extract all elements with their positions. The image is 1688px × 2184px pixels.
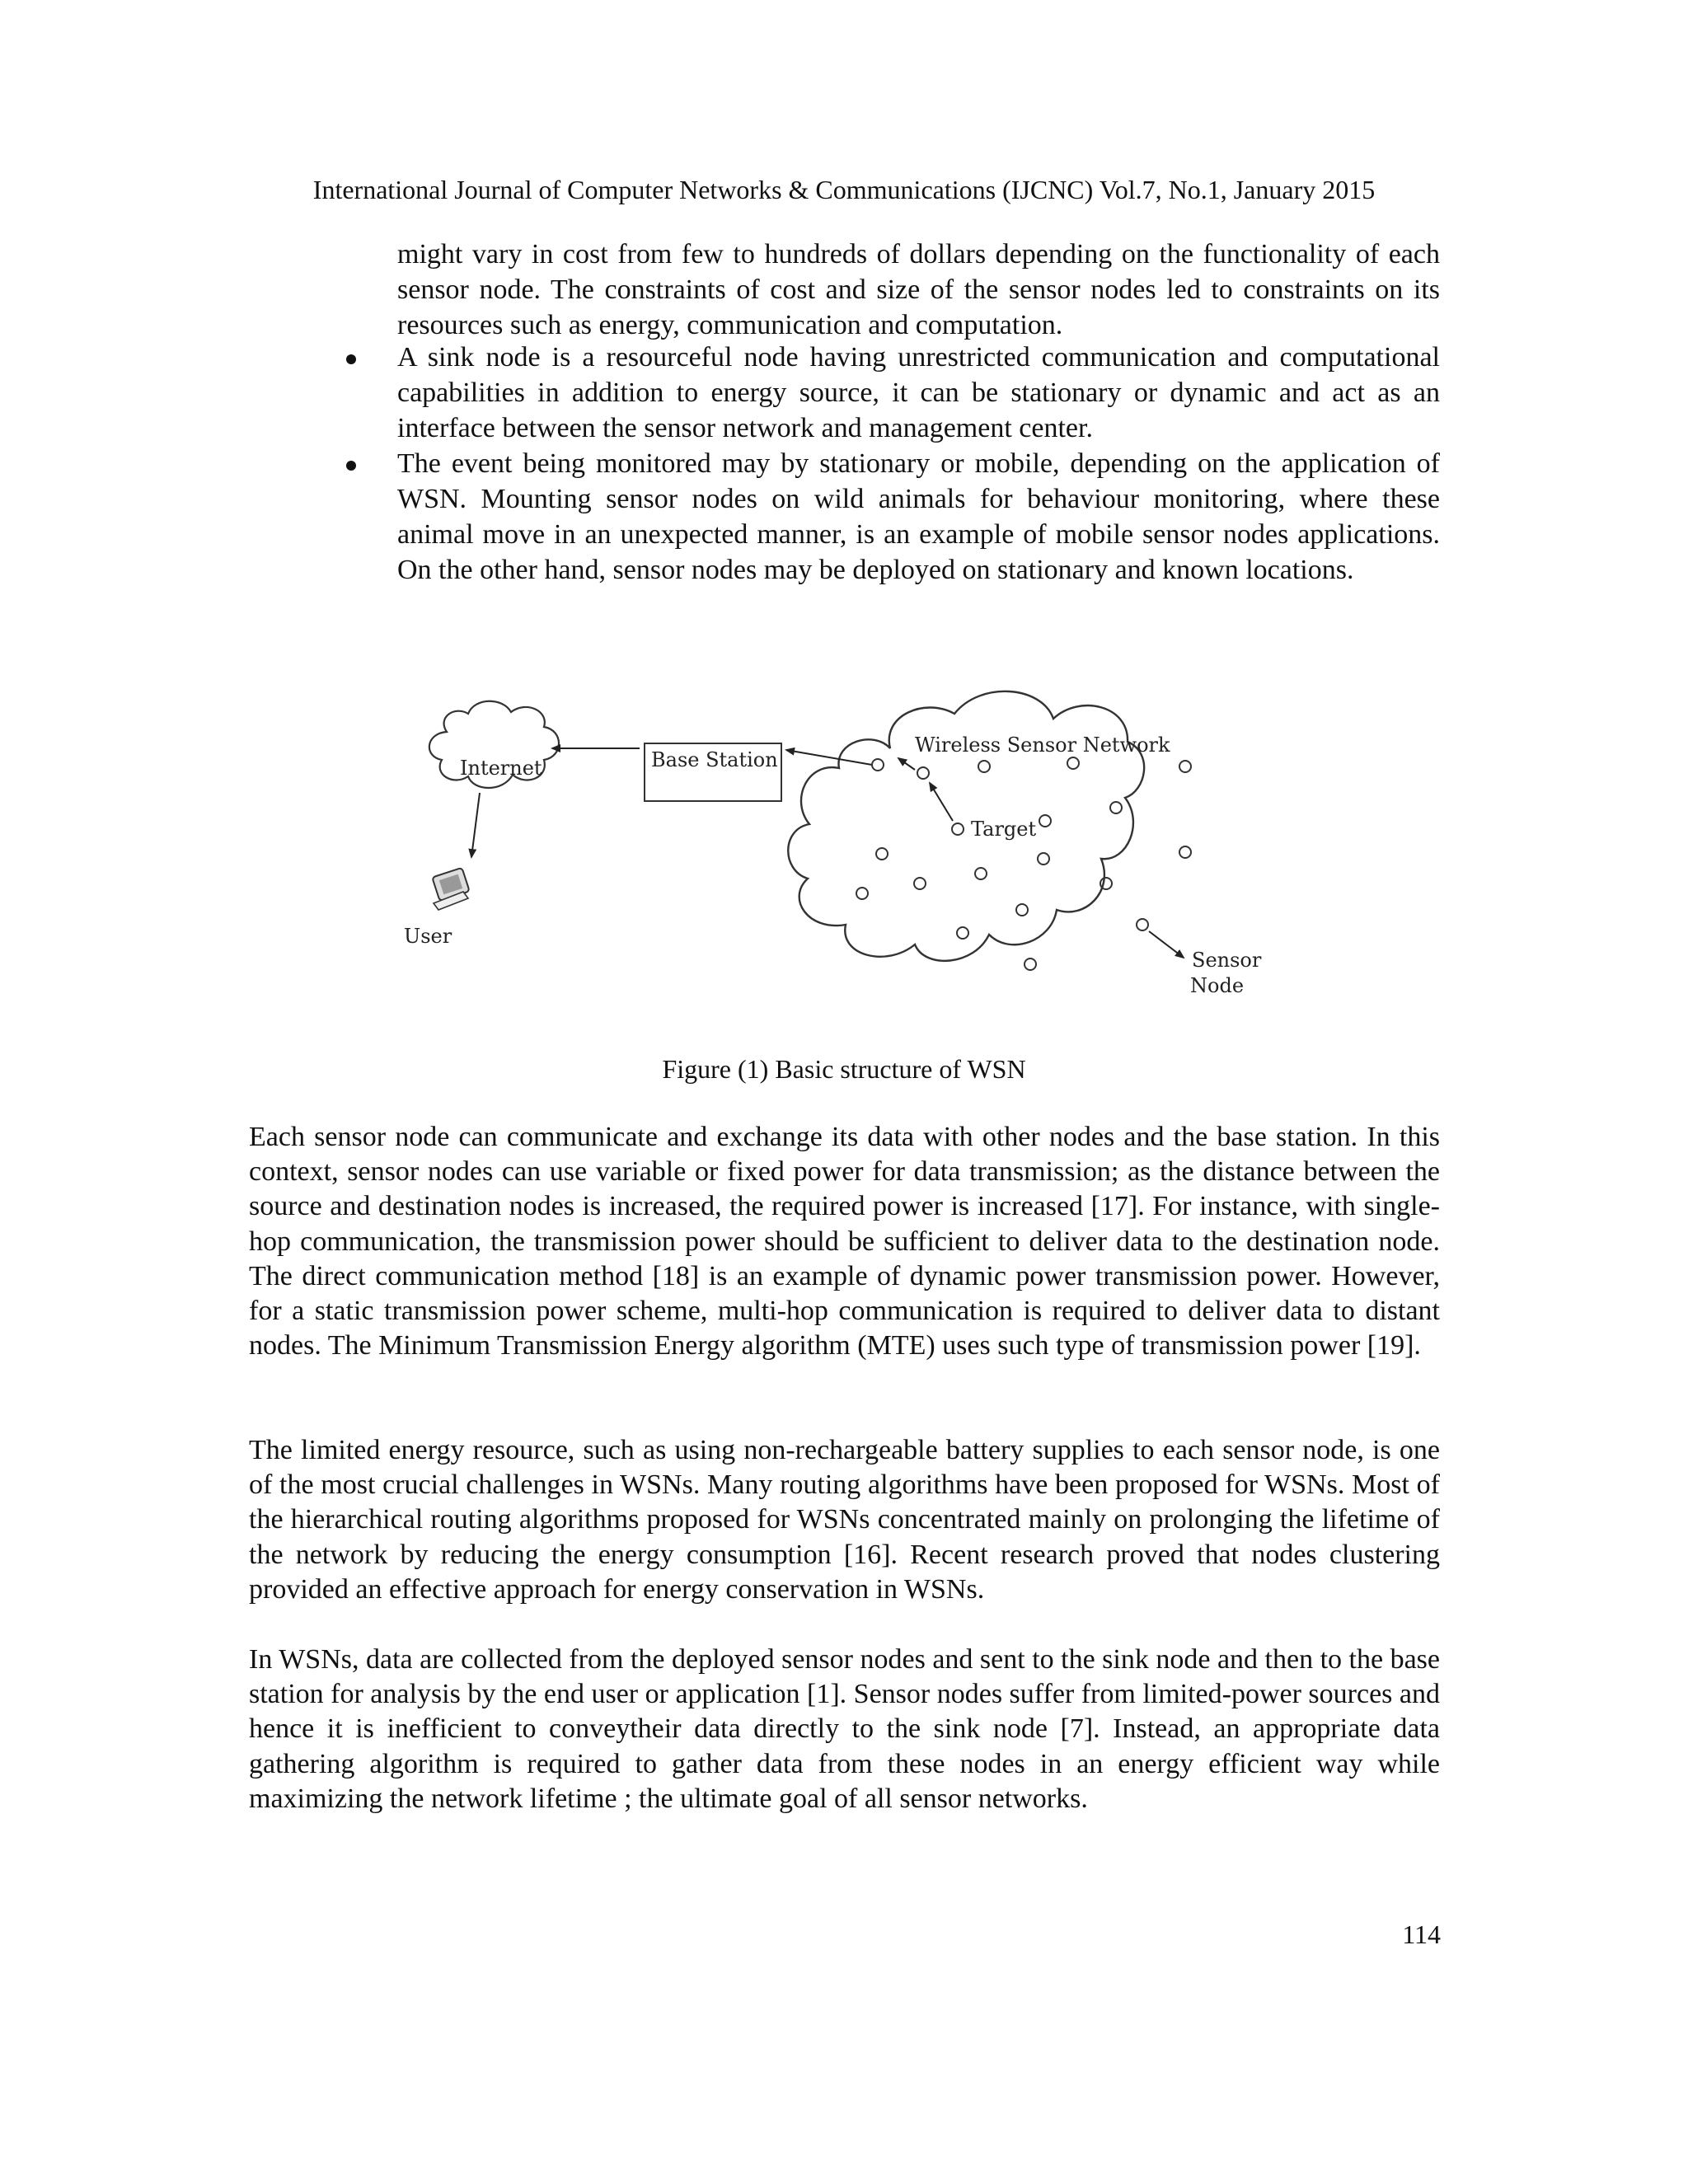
bullet-dot-icon: [346, 354, 356, 364]
sensor-node: [1025, 958, 1036, 970]
bullet-item-sink-node: [346, 340, 1440, 446]
base-station-label: Base Station: [651, 748, 778, 771]
page-number: 114: [1402, 1919, 1441, 1949]
sensor-node: [957, 927, 968, 939]
figure-caption: Figure (1) Basic structure of WSN: [662, 1054, 1026, 1084]
sensor-node: [914, 878, 926, 889]
sensor-node: [975, 868, 987, 879]
sensor-node: [1016, 904, 1028, 916]
sensor-node-target: [952, 823, 964, 835]
sensor-node: [1179, 761, 1191, 772]
sensor-node: [1067, 757, 1079, 769]
sensor-nodes: [856, 757, 1191, 970]
continued-bullet-text: might vary in cost from few to hundreds of dollars depending on the functionality of each sensor node. The constraints of cost and size of the sensor nodes led to constraints on its resources such as energy, communication and computation.: [397, 239, 1440, 340]
body-paragraph-3: In WSNs, data are collected from the deployed sensor nodes and sent to the sink node and then to the base station for analysis by the end user or application [1]. Sensor nodes suffer from limited-power sources and hence it is inefficient to conveytheir data directly to the sink node [7]. Instead, an appropriate data gathering algorithm is required to gather data from these nodes in an energy efficient way while maximizing the network lifetime ; the ultimate goal of all sensor networks.: [249, 1644, 1440, 1814]
body-paragraph-1: Each sensor node can communicate and exchange its data with other nodes and the base station. In this context, sensor nodes can use variable or fixed power for data transmission; as the distance between the source and destination nodes is increased, the required power is increased [17]. For instance, with single-hop communication, the transmission power should be sufficient to deliver data to the destination node. The direct communication method [18] is an example of dynamic power transmission power. However, for a static transmission power scheme, multi-hop communication is required to deliver data to distant nodes. The Minimum Transmission Energy algorithm (MTE) uses such type of transmission power [19].: [249, 1122, 1440, 1361]
sensor-node: [1110, 802, 1122, 813]
body-paragraph-2: The limited energy resource, such as using non-rechargeable battery supplies to each sensor node, is one of the most crucial challenges in WSNs. Many routing algorithms have been proposed for WSNs. Most of the hierarchical routing algorithms proposed for WSNs concentrated mainly on prolonging the lifetime of the network by reducing the energy consumption [16]. Recent research proved that nodes clustering provided an effective approach for energy conservation in WSNs.: [249, 1435, 1440, 1605]
sensor-node: [856, 888, 868, 899]
sensor-node-label-line1: Sensor: [1192, 949, 1262, 972]
sensor-node: [917, 767, 929, 779]
arrow-to-base-station: [786, 750, 872, 765]
wsn-label: Wireless Sensor Network: [915, 733, 1170, 757]
sensor-node: [1038, 853, 1049, 865]
arrow-sensor-node: [1149, 931, 1184, 958]
bullet-text: A sink node is a resourceful node having unrestricted communication and computational capabilities in addition to energy source, it can be stationary or dynamic and act as an interface between the sensor network and management center.: [397, 342, 1440, 443]
sensor-node: [978, 761, 990, 772]
bullet-item-event: [346, 446, 1440, 588]
arrow-target-to-node: [930, 783, 953, 821]
sensor-node-label-line2: Node: [1190, 974, 1245, 997]
sensor-node-sink: [872, 759, 884, 771]
bullet-dot-icon: [346, 461, 356, 471]
wsn-figure: [387, 676, 1311, 1005]
user-computer-icon: [432, 868, 469, 910]
wsn-cloud-icon: [788, 691, 1144, 961]
user-label: User: [404, 925, 452, 948]
target-label: Target: [971, 818, 1037, 841]
bullet-text: The event being monitored may by stationary or mobile, depending on the application of WSN. Mounting sensor nodes on wild animals for behaviour monitoring, where these animal move in an unexpected manner, is an example of mobile sensor nodes applications. On the other hand, sensor nodes may be deployed on stationary and known locations.: [397, 448, 1440, 585]
sensor-node: [1137, 919, 1148, 930]
sensor-node: [1100, 878, 1112, 889]
running-header: International Journal of Computer Networks & Communications (IJCNC) Vol.7, No.1, January 2015: [312, 175, 1376, 204]
wsn-diagram: [387, 676, 1311, 1005]
sensor-node: [876, 848, 888, 860]
arrow-node-to-sink: [898, 758, 915, 770]
bullet-list: [346, 340, 1440, 588]
sensor-node: [1039, 815, 1051, 827]
internet-label: Internet: [460, 757, 542, 780]
arrow-to-user: [471, 793, 480, 857]
sensor-node: [1179, 846, 1191, 858]
